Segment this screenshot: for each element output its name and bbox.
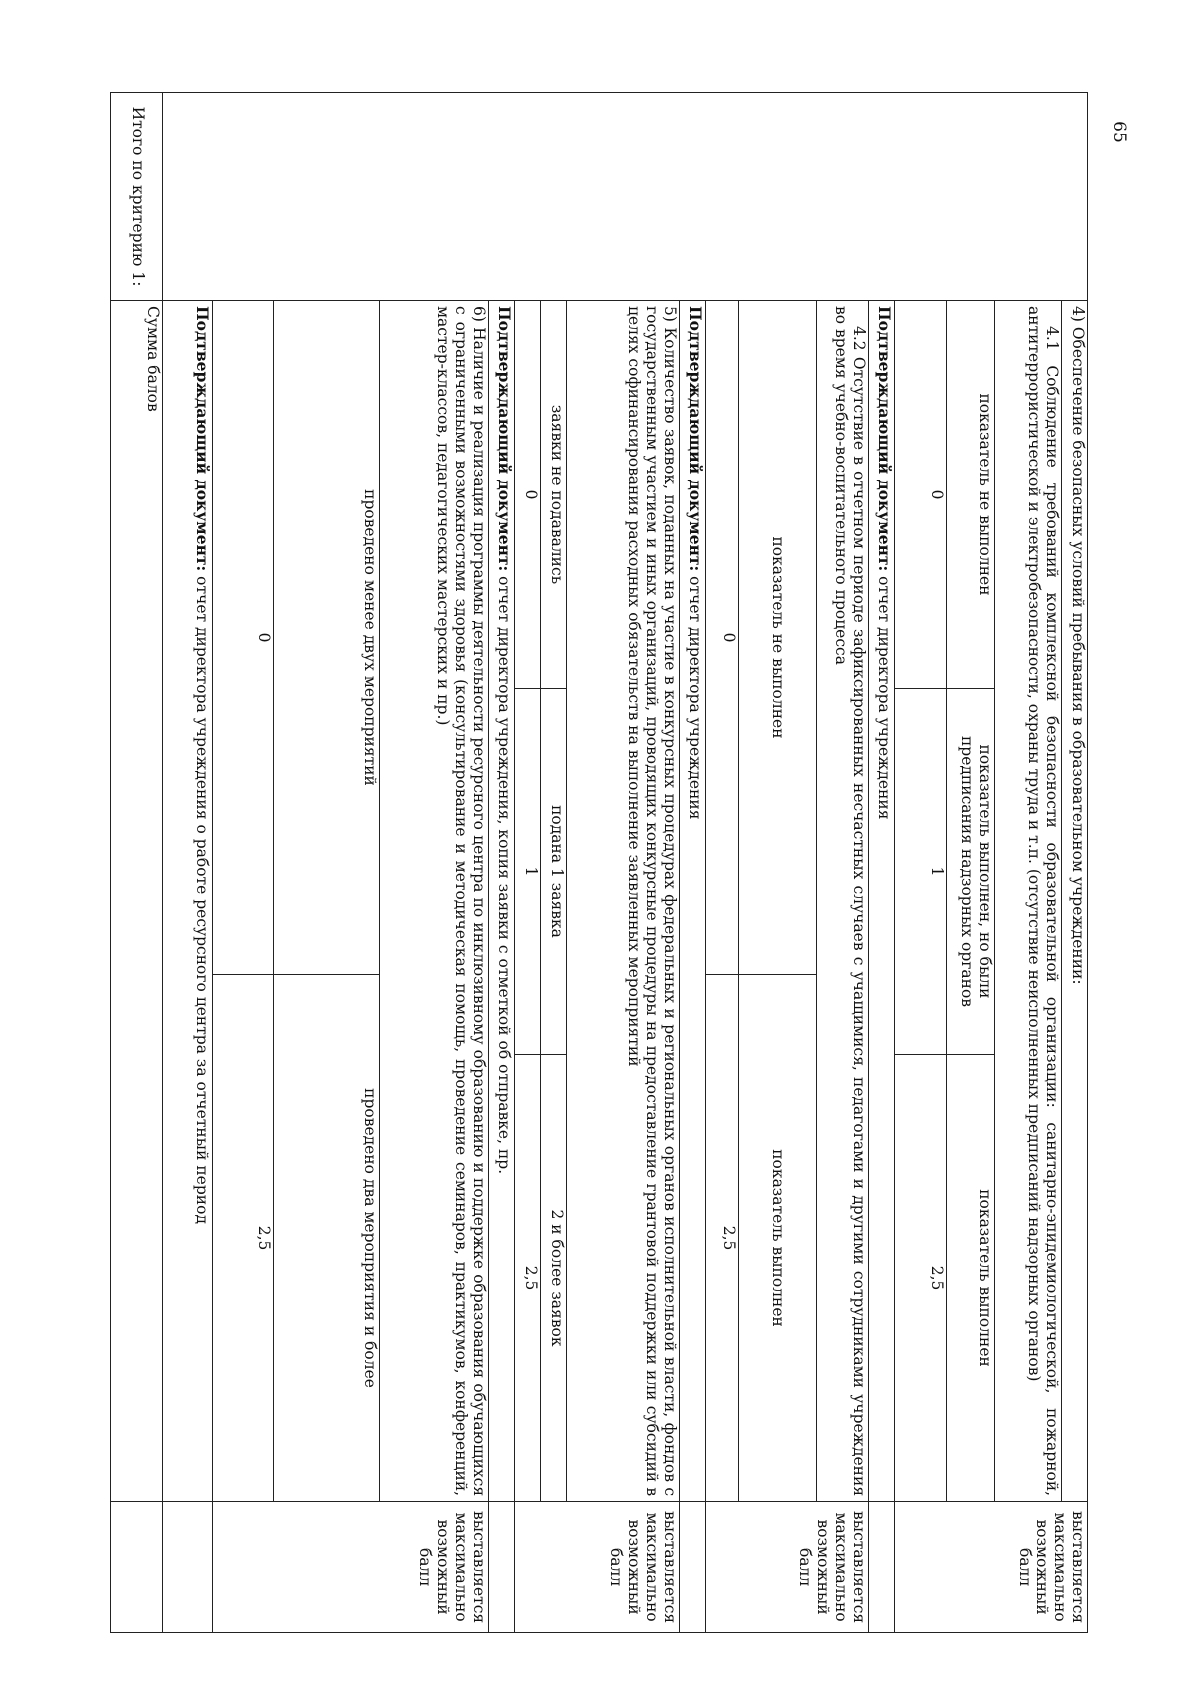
item-4-2-score-0: 0 — [705, 301, 738, 975]
section-5-level-2: 2 и более заявок — [540, 1055, 566, 1502]
document-label: Подтверждающий документ: — [685, 306, 705, 572]
item-4-1-score-2: 2,5 — [894, 1055, 946, 1502]
item-4-2-document — [679, 301, 705, 1502]
max-score-note: выставляется максимально возможный балл — [705, 1502, 868, 1633]
item-4-2-level-0: показатель не выполнен — [738, 301, 816, 975]
section-6-score-1: 2,5 — [213, 975, 274, 1502]
total-text: Сумма балов — [111, 301, 163, 1502]
rotated-criteria-table — [110, 92, 1088, 1632]
section-5-score-0: 0 — [514, 301, 540, 689]
item-4-1-score-0: 0 — [894, 301, 946, 689]
empty-cell — [163, 1502, 213, 1633]
item-4-1-level-0: показатель не выполнен — [946, 301, 994, 689]
max-score-note: выставляется максимально возможный балл — [894, 1502, 1087, 1633]
section-6-title: 6) Наличие и реализация программы деятельности ресурсного центра по инклюзивному образованию и поддержке образования обучающихся с ограниченными возможностями здоровья (консультирование и методическая помощь, проведение семинаров, практикумов, конференций, мастер-классов, педагогических мастерских и пр.) — [380, 301, 489, 1502]
empty-cell — [679, 1502, 705, 1633]
section-6-document — [163, 301, 213, 1502]
section-5-document — [488, 301, 514, 1502]
document-text: отчет директора учреждения — [874, 571, 893, 820]
max-score-note: выставляется максимально возможный балл — [514, 1502, 679, 1633]
page-number: 65 — [1108, 121, 1129, 143]
section-5-score-1: 1 — [514, 689, 540, 1055]
item-4-2-score-1: 2,5 — [705, 975, 738, 1502]
section-4-title: 4) Обеспечение безопасных условий пребывания в образовательном учреждении: — [1061, 301, 1087, 1502]
section-5-title: 5) Количество заявок, поданных на участие в конкурсных процедурах федеральных и региональных органов исполнительной власти, фондов с государственным участием и иных организаций, проводящих конкурсные процедуры на предоставление грантовой поддержки или субсидий в целях софинансирования расходных обязательств на выполнение заявленных мероприятий — [567, 301, 680, 1502]
section-6-level-1: проведено два мероприятия и более — [273, 975, 379, 1502]
document-text: отчет директора учреждения — [685, 571, 704, 820]
criteria-table — [110, 92, 1088, 1633]
item-4-1-score-1: 1 — [894, 689, 946, 1055]
empty-cell — [488, 1502, 514, 1633]
document-label: Подтверждающий документ: — [874, 306, 894, 572]
document-text: отчет директора учреждения, копия заявки с отметкой об отправке, пр. — [494, 571, 513, 1175]
item-4-1-level-2: показатель выполнен — [946, 1055, 994, 1502]
document-label: Подтверждающий документ: — [193, 306, 213, 572]
empty-cell — [111, 1502, 163, 1633]
total-label: Итого по критерию 1: — [111, 93, 163, 301]
max-score-note: выставляется максимально возможный балл — [213, 1502, 489, 1633]
empty-cell — [868, 1502, 894, 1633]
document-label: Подтверждающий документ: — [494, 306, 514, 572]
left-criterion-cell — [163, 93, 1088, 301]
item-4-1-text: 4.1 Соблюдение требований комплексной безопасности образовательной организации: санитарно-эпидемиологической, пожарной, антитеррористической и электробезопасности, охраны труда и т.п. (отсутствие неисполненных предписаний надзорных органов) — [994, 301, 1061, 1502]
document-text: отчет директора учреждения о работе ресурсного центра за отчетный период — [193, 571, 212, 1224]
section-6-score-0: 0 — [213, 301, 274, 975]
item-4-1-document — [868, 301, 894, 1502]
item-4-2-text: 4.2 Отсутствие в отчетном периоде зафиксированных несчастных случаев с учащимися, педагогами и другими сотрудниками учреждения во время учебно-воспитательного процесса — [816, 301, 868, 1502]
section-5-level-1: подана 1 заявка — [540, 689, 566, 1055]
section-5-level-0: заявки не подавались — [540, 301, 566, 689]
item-4-1-level-1: показатель выполнен, но были предписания надзорных органов — [946, 689, 994, 1055]
section-6-level-0: проведено менее двух мероприятий — [273, 301, 379, 975]
section-5-score-2: 2,5 — [514, 1055, 540, 1502]
item-4-2-level-1: показатель выполнен — [738, 975, 816, 1502]
